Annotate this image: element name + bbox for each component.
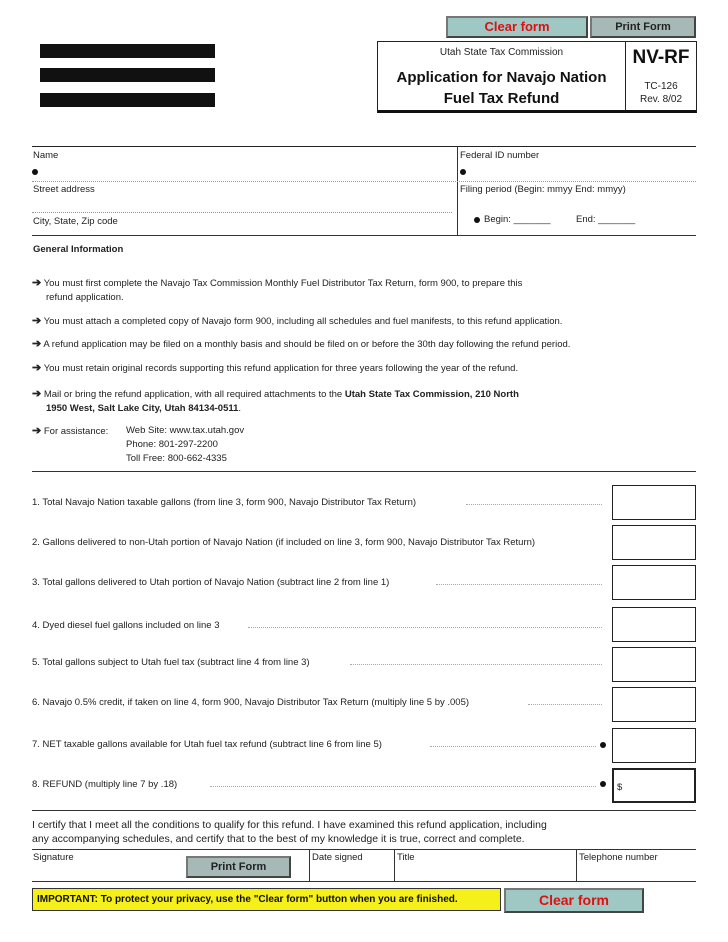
print-form-button-bottom[interactable]: Print Form — [186, 856, 291, 878]
filing-period-label: Filing period (Begin: mmyy End: mmyy) — [460, 184, 626, 195]
required-marker-icon — [32, 169, 38, 175]
line-6-label: 6. Navajo 0.5% credit, if taken on line 4, form 900, Navajo Distributor Tax Return (multiply line 5 by .005) — [32, 697, 470, 708]
line-7-input[interactable] — [612, 728, 696, 763]
street-address-field[interactable] — [32, 196, 452, 212]
title-field[interactable] — [397, 864, 573, 880]
clear-form-button-bottom[interactable]: Clear form — [504, 888, 644, 913]
arrow-right-icon: ➔ — [32, 425, 42, 437]
info-item-4: ➔ You must retain original records supporting this refund application for three years following the year of the refund. — [32, 362, 519, 374]
arrow-right-icon: ➔ — [32, 388, 42, 400]
end-period-field[interactable]: End: _______ — [576, 214, 636, 225]
name-field[interactable] — [42, 163, 452, 180]
arrow-right-icon: ➔ — [32, 315, 42, 327]
line-7-label: 7. NET taxable gallons available for Utah fuel tax refund (subtract line 6 from line 5) — [32, 739, 382, 750]
arrow-right-icon: ➔ — [32, 362, 42, 374]
line-3-label: 3. Total gallons delivered to Utah portion of Navajo Nation (subtract line 2 from line 1) — [32, 577, 390, 588]
city-state-zip-field[interactable] — [150, 213, 450, 231]
form-code: NV-RF — [632, 47, 690, 68]
general-info-heading: General Information — [33, 244, 124, 255]
required-marker-icon — [474, 217, 480, 223]
telephone-field[interactable] — [579, 864, 695, 880]
date-signed-label: Date signed — [312, 852, 363, 863]
line-8-label: 8. REFUND (multiply line 7 by .18) — [32, 779, 178, 790]
privacy-notice: IMPORTANT: To protect your privacy, use the "Clear form" button when you are finished. — [32, 888, 501, 911]
certification-text: I certify that I meet all the conditions to qualify for this refund. I have examined this refund application, including any accompanying schedules, and certify that to the best of my knowledge it is true, correct and complete. — [32, 819, 547, 845]
line-6-input[interactable] — [612, 687, 696, 722]
info-item-mail: ➔ Mail or bring the refund application, with all required attachments to the Utah State Tax Commission, 210 North 1950 West, Salt Lake City, Utah 84134-0511. — [32, 388, 519, 414]
dollar-sign: $ — [617, 782, 623, 793]
arrow-right-icon: ➔ — [32, 338, 42, 350]
info-item-2: ➔ You must attach a completed copy of Navajo form 900, including all schedules and fuel manifests, to this refund application. — [32, 315, 563, 327]
form-revision: Rev. 8/02 — [639, 94, 683, 105]
line-4-input[interactable] — [612, 607, 696, 642]
line-4-label: 4. Dyed diesel fuel gallons included on line 3 — [32, 620, 220, 631]
form-title-line2: Fuel Tax Refund — [443, 90, 560, 107]
line-5-label: 5. Total gallons subject to Utah fuel tax (subtract line 4 from line 3) — [32, 657, 310, 668]
agency-name: Utah State Tax Commission — [439, 47, 564, 58]
form-header-box — [377, 41, 697, 113]
info-item-1: ➔ You must first complete the Navajo Tax Commission Monthly Fuel Distributor Tax Return, form 900, to prepare this refund application. — [32, 277, 523, 303]
federal-id-label: Federal ID number — [460, 150, 540, 161]
clear-form-button-top[interactable]: Clear form — [446, 16, 588, 38]
telephone-label: Telephone number — [579, 852, 658, 863]
info-item-3: ➔ A refund application may be filed on a monthly basis and should be filed on or before the 30th day following the refund period. — [32, 338, 571, 350]
assistance-contacts: Web Site: www.tax.utah.gov Phone: 801-297-2200 Toll Free: 800-662-4335 — [126, 425, 245, 464]
title-label: Title — [397, 852, 415, 863]
line-1-label: 1. Total Navajo Nation taxable gallons (from line 3, form 900, Navajo Distributor Tax Return) — [32, 497, 417, 508]
line-2-input[interactable] — [612, 525, 696, 560]
form-number: TC-126 — [644, 81, 678, 92]
form-title-line1: Application for Navajo Nation — [396, 69, 607, 86]
begin-period-field[interactable]: Begin: _______ — [484, 214, 551, 225]
arrow-right-icon: ➔ — [32, 277, 42, 289]
required-marker-icon — [460, 169, 466, 175]
federal-id-field[interactable] — [470, 163, 694, 180]
line-1-input[interactable] — [612, 485, 696, 520]
street-address-label: Street address — [33, 184, 95, 195]
line-3-input[interactable] — [612, 565, 696, 600]
signature-label: Signature — [33, 852, 74, 863]
city-state-zip-label: City, State, Zip code — [33, 216, 118, 227]
date-signed-field[interactable] — [312, 864, 392, 880]
line-2-label: 2. Gallons delivered to non-Utah portion of Navajo Nation (if included on line 3, form 900, Navajo Distributor Tax Return) — [32, 537, 536, 548]
name-label: Name — [33, 150, 59, 161]
line-8-refund-input[interactable] — [612, 768, 696, 803]
required-marker-icon — [600, 781, 606, 787]
print-form-button-top[interactable]: Print Form — [590, 16, 696, 38]
line-5-input[interactable] — [612, 647, 696, 682]
info-item-assistance: ➔ For assistance: — [32, 425, 109, 437]
required-marker-icon — [600, 742, 606, 748]
